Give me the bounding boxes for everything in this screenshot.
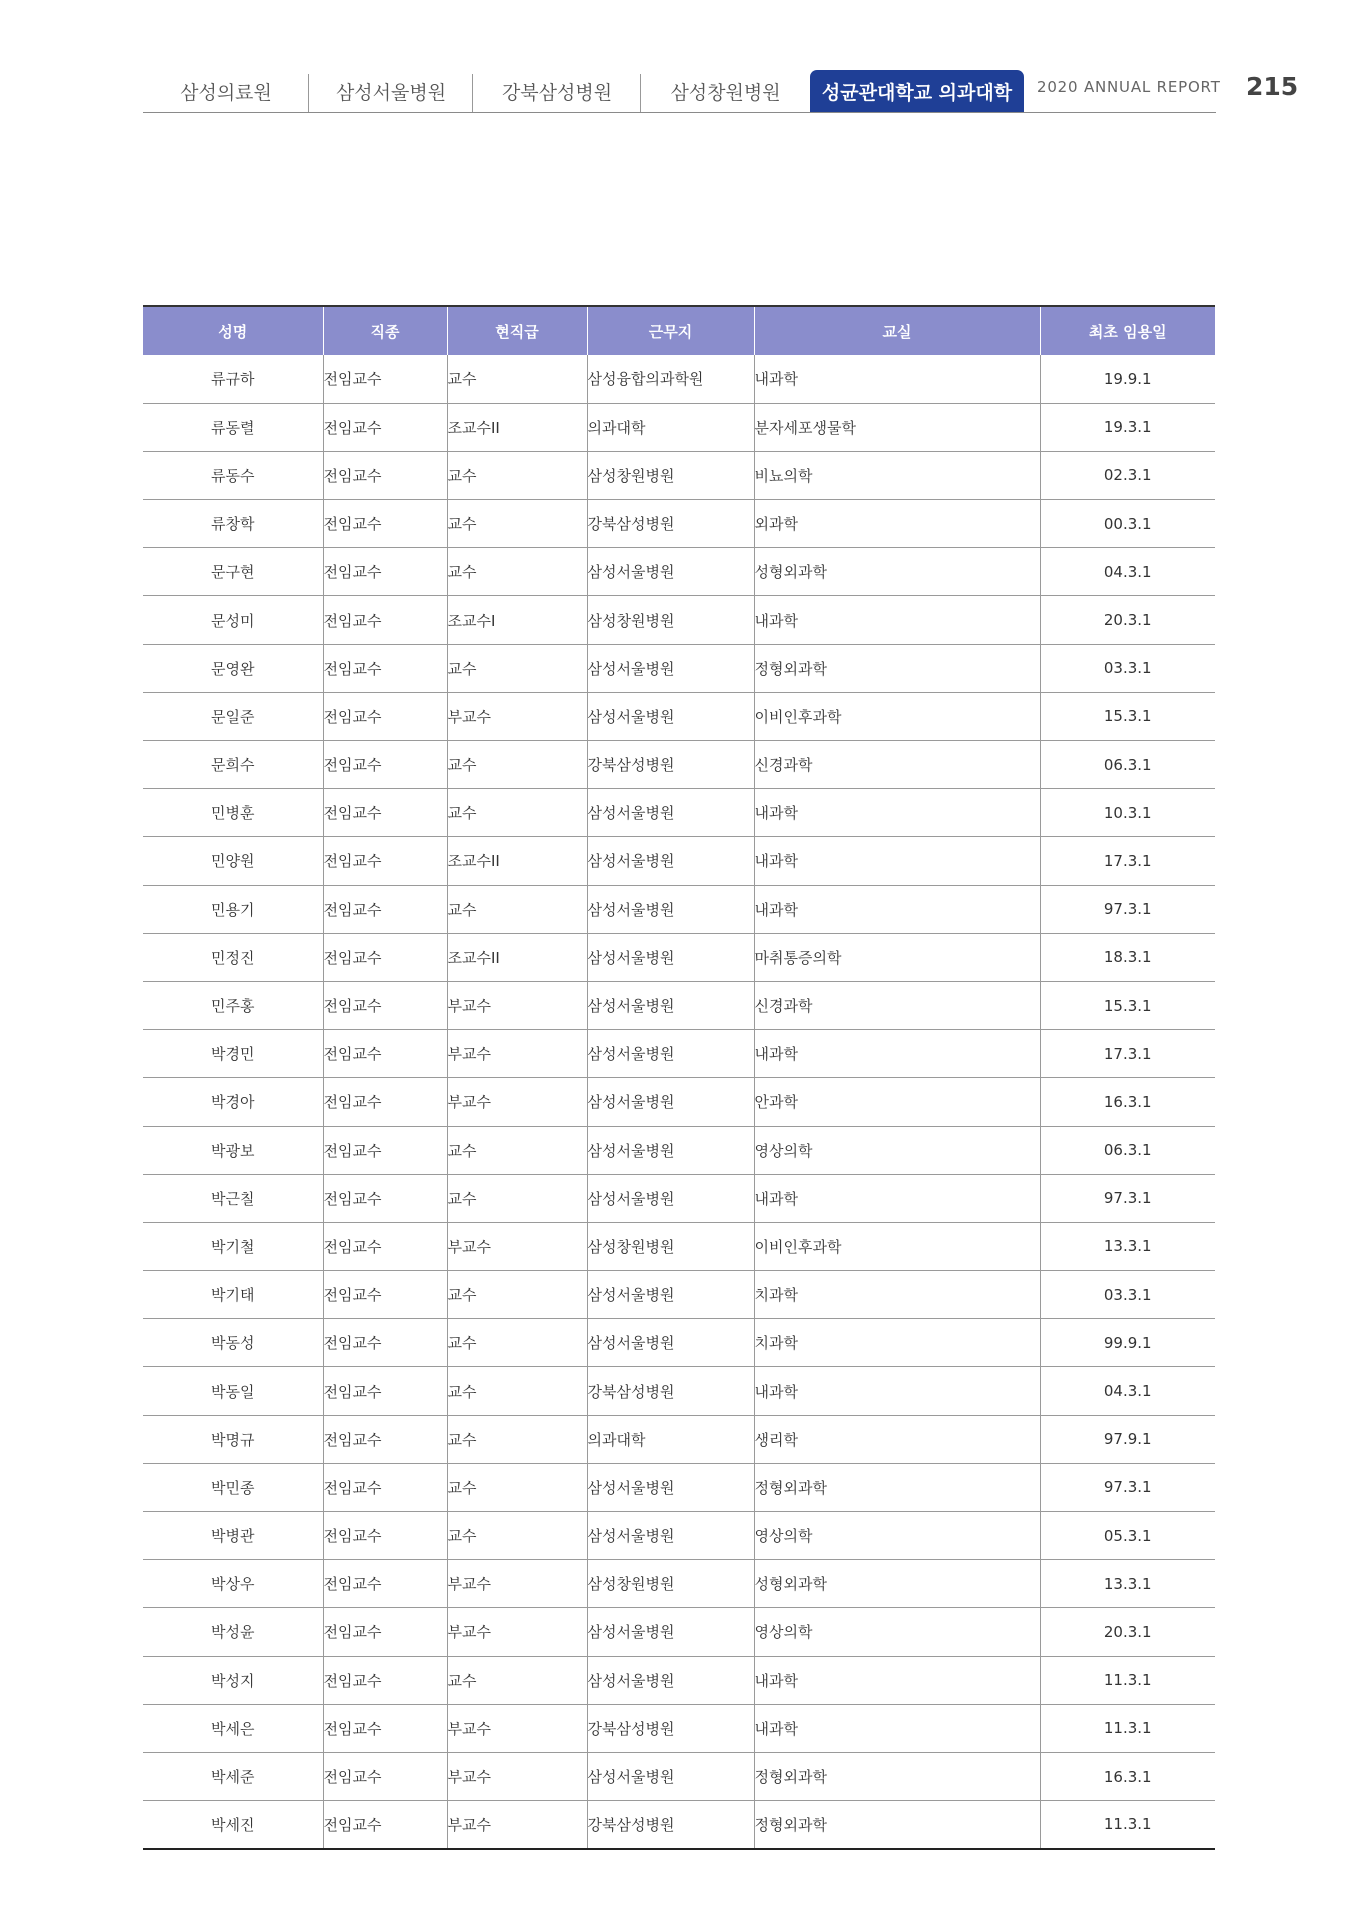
- cell-job-type: 전임교수: [323, 1512, 447, 1560]
- cell-job-type: 전임교수: [323, 451, 447, 499]
- cell-rank: 부교수: [447, 1030, 587, 1078]
- table-row: [143, 548, 1215, 596]
- cell-department: 영상의학: [754, 1126, 1040, 1174]
- table-row: [143, 1078, 1215, 1126]
- table-row: [143, 1463, 1215, 1511]
- cell-workplace: 강북삼성병원: [587, 741, 754, 789]
- table-row: [143, 1271, 1215, 1319]
- cell-appointment-date: 16.3.1: [1040, 1752, 1215, 1800]
- cell-job-type: 전임교수: [323, 933, 447, 981]
- cell-job-type: 전임교수: [323, 1801, 447, 1849]
- cell-appointment-date: 02.3.1: [1040, 451, 1215, 499]
- cell-appointment-date: 19.3.1: [1040, 403, 1215, 451]
- cell-department: 내과학: [754, 837, 1040, 885]
- table-header-row: [143, 306, 1215, 355]
- cell-department: 신경과학: [754, 981, 1040, 1029]
- cell-appointment-date: 06.3.1: [1040, 1126, 1215, 1174]
- cell-name: 박상우: [143, 1560, 323, 1608]
- cell-job-type: 전임교수: [323, 1078, 447, 1126]
- table-row: [143, 1801, 1215, 1849]
- tab-samsung-changwon-hospital[interactable]: 삼성창원병원: [670, 81, 781, 104]
- tab-samsung-medical-center[interactable]: 삼성의료원: [143, 70, 309, 112]
- cell-name: 박세준: [143, 1752, 323, 1800]
- cell-workplace: 삼성서울병원: [587, 837, 754, 885]
- cell-department: 영상의학: [754, 1608, 1040, 1656]
- cell-job-type: 전임교수: [323, 981, 447, 1029]
- cell-workplace: 삼성서울병원: [587, 1126, 754, 1174]
- cell-rank: 교수: [447, 1174, 587, 1222]
- cell-rank: 교수: [447, 741, 587, 789]
- cell-department: 내과학: [754, 885, 1040, 933]
- cell-rank: 교수: [447, 1463, 587, 1511]
- cell-job-type: 전임교수: [323, 1222, 447, 1270]
- cell-job-type: 전임교수: [323, 1415, 447, 1463]
- cell-department: 내과학: [754, 1030, 1040, 1078]
- cell-workplace: 삼성서울병원: [587, 1319, 754, 1367]
- cell-name: 박기태: [143, 1271, 323, 1319]
- cell-department: 성형외과학: [754, 1560, 1040, 1608]
- cell-job-type: 전임교수: [323, 403, 447, 451]
- cell-rank: 부교수: [447, 1752, 587, 1800]
- cell-appointment-date: 11.3.1: [1040, 1656, 1215, 1704]
- cell-job-type: 전임교수: [323, 1704, 447, 1752]
- cell-name: 박경민: [143, 1030, 323, 1078]
- cell-name: 민양원: [143, 837, 323, 885]
- cell-department: 내과학: [754, 1174, 1040, 1222]
- cell-workplace: 삼성서울병원: [587, 789, 754, 837]
- cell-appointment-date: 11.3.1: [1040, 1704, 1215, 1752]
- cell-rank: 부교수: [447, 692, 587, 740]
- cell-appointment-date: 15.3.1: [1040, 692, 1215, 740]
- cell-name: 문구현: [143, 548, 323, 596]
- cell-rank: 부교수: [447, 1608, 587, 1656]
- cell-name: 민병훈: [143, 789, 323, 837]
- cell-appointment-date: 97.3.1: [1040, 1463, 1215, 1511]
- cell-job-type: 전임교수: [323, 1463, 447, 1511]
- cell-rank: 조교수II: [447, 933, 587, 981]
- cell-workplace: 삼성서울병원: [587, 1030, 754, 1078]
- page-number: 215: [1246, 72, 1299, 101]
- column-header-name: 성명: [143, 306, 323, 355]
- table-row: [143, 403, 1215, 451]
- cell-name: 문성미: [143, 596, 323, 644]
- cell-job-type: 전임교수: [323, 1030, 447, 1078]
- column-header-rank: 현직급: [447, 306, 587, 355]
- cell-appointment-date: 19.9.1: [1040, 355, 1215, 403]
- cell-appointment-date: 11.3.1: [1040, 1801, 1215, 1849]
- cell-department: 비뇨의학: [754, 451, 1040, 499]
- cell-name: 박세진: [143, 1801, 323, 1849]
- cell-workplace: 삼성창원병원: [587, 596, 754, 644]
- cell-rank: 교수: [447, 1126, 587, 1174]
- table-row: [143, 885, 1215, 933]
- cell-appointment-date: 97.3.1: [1040, 1174, 1215, 1222]
- cell-rank: 부교수: [447, 1078, 587, 1126]
- cell-workplace: 삼성서울병원: [587, 981, 754, 1029]
- table-row: [143, 596, 1215, 644]
- table-row: [143, 1512, 1215, 1560]
- cell-rank: 교수: [447, 1319, 587, 1367]
- cell-workplace: 의과대학: [587, 403, 754, 451]
- cell-name: 박광보: [143, 1126, 323, 1174]
- column-header-workplace: 근무지: [587, 306, 754, 355]
- table-row: [143, 1222, 1215, 1270]
- cell-rank: 부교수: [447, 1560, 587, 1608]
- cell-workplace: 삼성서울병원: [587, 885, 754, 933]
- cell-department: 성형외과학: [754, 548, 1040, 596]
- cell-name: 류동렬: [143, 403, 323, 451]
- table-row: [143, 692, 1215, 740]
- cell-job-type: 전임교수: [323, 644, 447, 692]
- cell-department: 생리학: [754, 1415, 1040, 1463]
- cell-appointment-date: 06.3.1: [1040, 741, 1215, 789]
- cell-workplace: 삼성서울병원: [587, 1078, 754, 1126]
- cell-rank: 교수: [447, 1271, 587, 1319]
- cell-job-type: 전임교수: [323, 1126, 447, 1174]
- cell-workplace: 강북삼성병원: [587, 1367, 754, 1415]
- cell-appointment-date: 13.3.1: [1040, 1560, 1215, 1608]
- cell-workplace: 삼성창원병원: [587, 451, 754, 499]
- table-row: [143, 355, 1215, 403]
- table-row: [143, 837, 1215, 885]
- cell-rank: 교수: [447, 355, 587, 403]
- cell-department: 이비인후과학: [754, 1222, 1040, 1270]
- cell-job-type: 전임교수: [323, 1174, 447, 1222]
- cell-workplace: 강북삼성병원: [587, 1801, 754, 1849]
- cell-name: 류동수: [143, 451, 323, 499]
- cell-rank: 부교수: [447, 981, 587, 1029]
- cell-rank: 조교수II: [447, 403, 587, 451]
- cell-rank: 교수: [447, 885, 587, 933]
- cell-appointment-date: 97.9.1: [1040, 1415, 1215, 1463]
- cell-department: 내과학: [754, 596, 1040, 644]
- cell-department: 신경과학: [754, 741, 1040, 789]
- cell-department: 내과학: [754, 789, 1040, 837]
- cell-appointment-date: 16.3.1: [1040, 1078, 1215, 1126]
- table-row: [143, 1656, 1215, 1704]
- table-row: [143, 1126, 1215, 1174]
- cell-department: 안과학: [754, 1078, 1040, 1126]
- cell-job-type: 전임교수: [323, 885, 447, 933]
- cell-department: 마취통증의학: [754, 933, 1040, 981]
- cell-department: 내과학: [754, 355, 1040, 403]
- cell-name: 민용기: [143, 885, 323, 933]
- column-header-job-type: 직종: [323, 306, 447, 355]
- cell-job-type: 전임교수: [323, 837, 447, 885]
- cell-rank: 부교수: [447, 1704, 587, 1752]
- cell-name: 문희수: [143, 741, 323, 789]
- cell-appointment-date: 03.3.1: [1040, 644, 1215, 692]
- cell-name: 박경아: [143, 1078, 323, 1126]
- cell-workplace: 삼성서울병원: [587, 1608, 754, 1656]
- cell-name: 민주홍: [143, 981, 323, 1029]
- table-row: [143, 1608, 1215, 1656]
- cell-appointment-date: 13.3.1: [1040, 1222, 1215, 1270]
- cell-rank: 교수: [447, 644, 587, 692]
- cell-job-type: 전임교수: [323, 1367, 447, 1415]
- table-row: [143, 1319, 1215, 1367]
- cell-rank: 조교수II: [447, 837, 587, 885]
- cell-job-type: 전임교수: [323, 1656, 447, 1704]
- cell-appointment-date: 17.3.1: [1040, 837, 1215, 885]
- table-row: [143, 1704, 1215, 1752]
- cell-appointment-date: 17.3.1: [1040, 1030, 1215, 1078]
- cell-rank: 부교수: [447, 1801, 587, 1849]
- cell-appointment-date: 00.3.1: [1040, 500, 1215, 548]
- cell-rank: 교수: [447, 1367, 587, 1415]
- cell-department: 내과학: [754, 1704, 1040, 1752]
- cell-name: 문일준: [143, 692, 323, 740]
- cell-workplace: 삼성창원병원: [587, 1560, 754, 1608]
- cell-department: 영상의학: [754, 1512, 1040, 1560]
- cell-workplace: 삼성서울병원: [587, 933, 754, 981]
- cell-job-type: 전임교수: [323, 548, 447, 596]
- report-title: 2020 ANNUAL REPORT: [1037, 78, 1221, 96]
- cell-workplace: 삼성서울병원: [587, 548, 754, 596]
- cell-appointment-date: 10.3.1: [1040, 789, 1215, 837]
- cell-department: 이비인후과학: [754, 692, 1040, 740]
- cell-workplace: 의과대학: [587, 1415, 754, 1463]
- tab-skku-medical-school[interactable]: 성균관대학교 의과대학: [810, 70, 1024, 112]
- cell-appointment-date: 20.3.1: [1040, 1608, 1215, 1656]
- cell-job-type: 전임교수: [323, 355, 447, 403]
- cell-appointment-date: 04.3.1: [1040, 548, 1215, 596]
- cell-workplace: 삼성서울병원: [587, 1752, 754, 1800]
- cell-job-type: 전임교수: [323, 1560, 447, 1608]
- table-row: [143, 1367, 1215, 1415]
- cell-workplace: 삼성창원병원: [587, 1222, 754, 1270]
- cell-name: 민정진: [143, 933, 323, 981]
- cell-name: 박병관: [143, 1512, 323, 1560]
- cell-name: 박동성: [143, 1319, 323, 1367]
- cell-job-type: 전임교수: [323, 1271, 447, 1319]
- cell-job-type: 전임교수: [323, 1752, 447, 1800]
- cell-department: 정형외과학: [754, 1752, 1040, 1800]
- cell-name: 박성지: [143, 1656, 323, 1704]
- cell-workplace: 삼성융합의과학원: [587, 355, 754, 403]
- table-row: [143, 1174, 1215, 1222]
- cell-name: 박동일: [143, 1367, 323, 1415]
- cell-department: 분자세포생물학: [754, 403, 1040, 451]
- cell-job-type: 전임교수: [323, 741, 447, 789]
- faculty-table: [143, 305, 1215, 1850]
- cell-workplace: 삼성서울병원: [587, 1463, 754, 1511]
- cell-job-type: 전임교수: [323, 789, 447, 837]
- cell-rank: 부교수: [447, 1222, 587, 1270]
- cell-appointment-date: 04.3.1: [1040, 1367, 1215, 1415]
- cell-job-type: 전임교수: [323, 1319, 447, 1367]
- table-row: [143, 1030, 1215, 1078]
- table-row: [143, 1560, 1215, 1608]
- cell-appointment-date: 20.3.1: [1040, 596, 1215, 644]
- cell-appointment-date: 18.3.1: [1040, 933, 1215, 981]
- cell-workplace: 삼성서울병원: [587, 692, 754, 740]
- cell-name: 박근칠: [143, 1174, 323, 1222]
- tab-samsung-seoul-hospital[interactable]: 삼성서울병원: [309, 70, 473, 112]
- cell-name: 류창학: [143, 500, 323, 548]
- cell-rank: 교수: [447, 500, 587, 548]
- cell-rank: 조교수I: [447, 596, 587, 644]
- table-row: [143, 1752, 1215, 1800]
- cell-rank: 교수: [447, 548, 587, 596]
- cell-appointment-date: 03.3.1: [1040, 1271, 1215, 1319]
- table-row: [143, 933, 1215, 981]
- table-row: [143, 741, 1215, 789]
- cell-name: 류규하: [143, 355, 323, 403]
- cell-name: 박민종: [143, 1463, 323, 1511]
- table-row: [143, 789, 1215, 837]
- cell-workplace: 강북삼성병원: [587, 500, 754, 548]
- table-row: [143, 451, 1215, 499]
- cell-workplace: 삼성서울병원: [587, 1512, 754, 1560]
- cell-name: 박기철: [143, 1222, 323, 1270]
- cell-rank: 교수: [447, 451, 587, 499]
- cell-job-type: 전임교수: [323, 596, 447, 644]
- table-row: [143, 1415, 1215, 1463]
- cell-workplace: 삼성서울병원: [587, 1656, 754, 1704]
- cell-workplace: 삼성서울병원: [587, 1271, 754, 1319]
- cell-appointment-date: 97.3.1: [1040, 885, 1215, 933]
- cell-job-type: 전임교수: [323, 1608, 447, 1656]
- cell-workplace: 삼성서울병원: [587, 644, 754, 692]
- cell-name: 박성윤: [143, 1608, 323, 1656]
- column-header-department: 교실: [754, 306, 1040, 355]
- cell-department: 내과학: [754, 1367, 1040, 1415]
- cell-rank: 교수: [447, 1656, 587, 1704]
- cell-rank: 교수: [447, 1415, 587, 1463]
- cell-department: 내과학: [754, 1656, 1040, 1704]
- column-header-appointment-date: 최초 임용일: [1040, 306, 1215, 355]
- cell-rank: 교수: [447, 789, 587, 837]
- tab-kangbuk-samsung-hospital[interactable]: 강북삼성병원: [473, 70, 641, 112]
- cell-name: 박세은: [143, 1704, 323, 1752]
- table-body: [143, 355, 1215, 1849]
- cell-job-type: 전임교수: [323, 500, 447, 548]
- cell-workplace: 삼성서울병원: [587, 1174, 754, 1222]
- cell-appointment-date: 15.3.1: [1040, 981, 1215, 1029]
- cell-name: 박명규: [143, 1415, 323, 1463]
- table-row: [143, 981, 1215, 1029]
- cell-department: 외과학: [754, 500, 1040, 548]
- cell-department: 정형외과학: [754, 1463, 1040, 1511]
- cell-name: 문영완: [143, 644, 323, 692]
- cell-workplace: 강북삼성병원: [587, 1704, 754, 1752]
- cell-appointment-date: 05.3.1: [1040, 1512, 1215, 1560]
- cell-department: 치과학: [754, 1271, 1040, 1319]
- table-row: [143, 500, 1215, 548]
- cell-department: 치과학: [754, 1319, 1040, 1367]
- cell-job-type: 전임교수: [323, 692, 447, 740]
- cell-department: 정형외과학: [754, 1801, 1040, 1849]
- cell-appointment-date: 99.9.1: [1040, 1319, 1215, 1367]
- cell-department: 정형외과학: [754, 644, 1040, 692]
- table-row: [143, 644, 1215, 692]
- cell-rank: 교수: [447, 1512, 587, 1560]
